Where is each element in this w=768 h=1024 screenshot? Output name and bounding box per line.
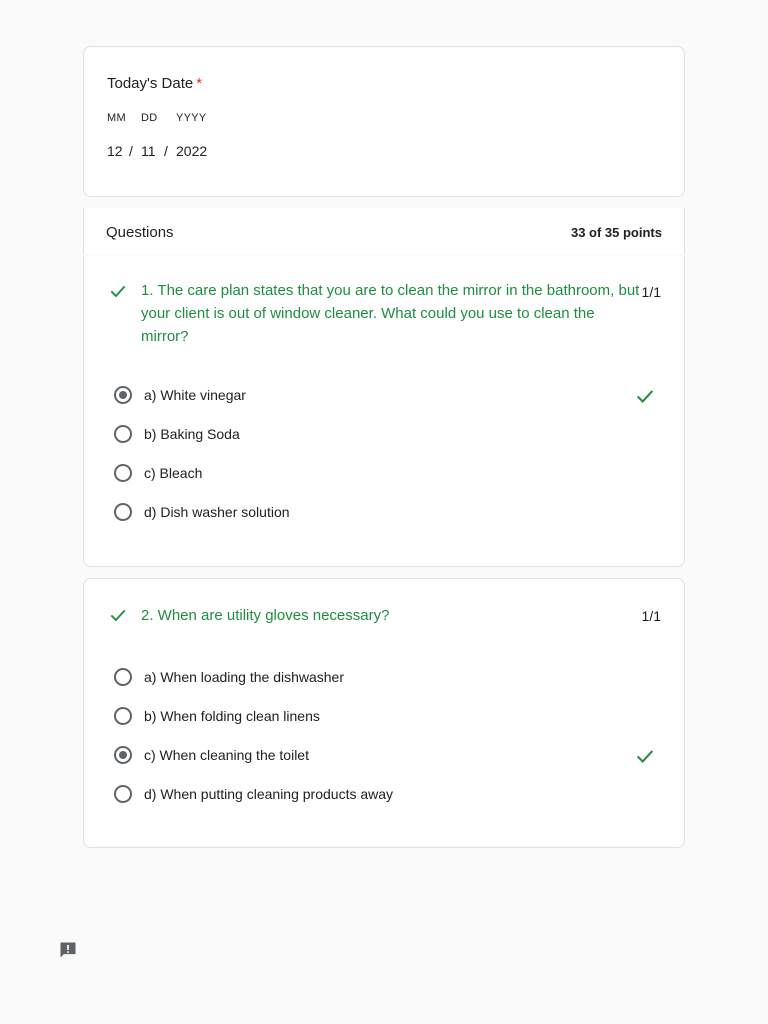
- required-asterisk: *: [196, 75, 203, 92]
- answer-option[interactable]: [114, 785, 659, 807]
- option-label: b) Baking Soda: [144, 426, 240, 442]
- option-label: d) Dish washer solution: [144, 504, 290, 520]
- option-label: a) When loading the dishwasher: [144, 669, 345, 685]
- answer-option[interactable]: [114, 425, 659, 447]
- check-icon: [108, 605, 128, 625]
- option-label: d) When putting cleaning products away: [144, 786, 394, 802]
- date-question-card: [83, 46, 685, 197]
- question-text: 1. The care plan states that you are to clean the mirror in the bathroom, but your client is out of window cleaner. What could you use to clean the mirror?: [141, 282, 640, 345]
- question-text: 2. When are utility gloves necessary?: [141, 607, 390, 624]
- question-card-1: [83, 256, 685, 567]
- answer-option[interactable]: [114, 668, 659, 690]
- answer-option[interactable]: [114, 503, 659, 525]
- year-sublabel: YYYY: [176, 112, 207, 124]
- date-question-title: [107, 75, 202, 92]
- option-label: c) Bleach: [144, 465, 203, 481]
- check-icon: [108, 281, 128, 301]
- questions-section-header: [83, 208, 685, 254]
- radio-button[interactable]: [114, 707, 132, 725]
- radio-button-selected[interactable]: [114, 386, 132, 404]
- radio-button[interactable]: [114, 464, 132, 482]
- check-icon: [634, 385, 656, 407]
- date-separator: /: [164, 143, 168, 159]
- option-label: b) When folding clean linens: [144, 708, 320, 724]
- day-sublabel: DD: [141, 112, 158, 124]
- option-label: a) White vinegar: [144, 387, 246, 403]
- radio-button[interactable]: [114, 425, 132, 443]
- total-points: 33 of 35 points: [570, 225, 662, 240]
- month-value: 12: [107, 143, 123, 159]
- question-score: 1/1: [641, 608, 661, 624]
- radio-button-selected[interactable]: [114, 746, 132, 764]
- month-sublabel: MM: [107, 112, 126, 124]
- question-score: 1/1: [641, 284, 661, 300]
- day-value: 11: [141, 143, 156, 159]
- question-card-2: [83, 578, 685, 848]
- radio-button[interactable]: [114, 503, 132, 521]
- questions-title: Questions: [106, 224, 174, 241]
- date-label-text: Today's Date: [107, 75, 194, 92]
- year-value: 2022: [176, 143, 208, 159]
- option-label: c) When cleaning the toilet: [144, 747, 309, 763]
- report-feedback-icon[interactable]: [58, 940, 78, 960]
- answer-option[interactable]: [114, 707, 659, 729]
- answer-option[interactable]: [114, 746, 659, 768]
- radio-button[interactable]: [114, 785, 132, 803]
- answer-option[interactable]: [114, 386, 659, 408]
- answer-option[interactable]: [114, 464, 659, 486]
- date-separator: /: [129, 143, 133, 159]
- radio-button[interactable]: [114, 668, 132, 686]
- check-icon: [634, 745, 656, 767]
